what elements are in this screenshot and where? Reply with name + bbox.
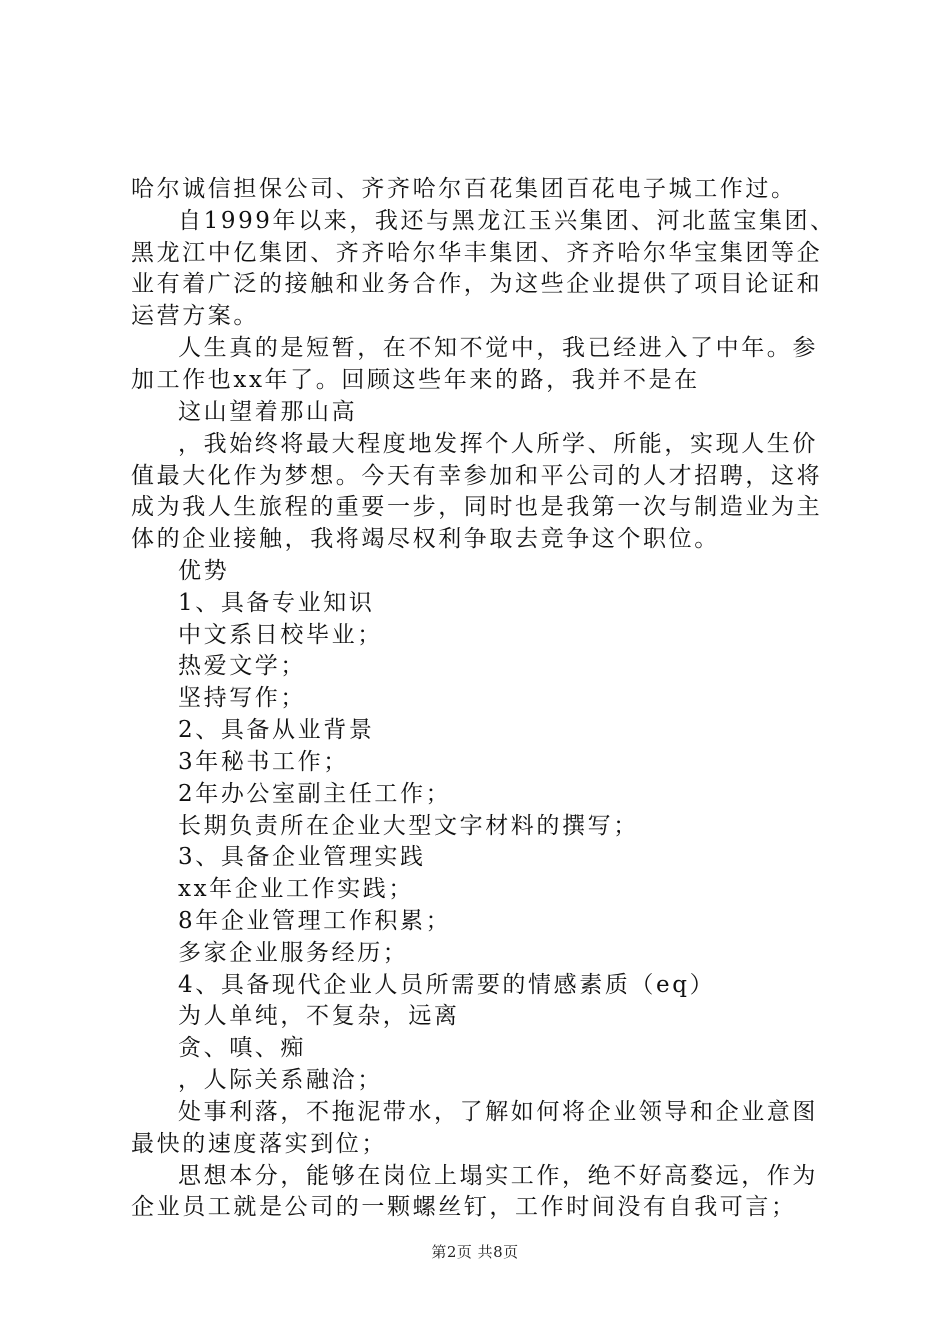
list-item: xx年企业工作实践；	[178, 876, 414, 902]
section-heading: 优势	[178, 558, 230, 584]
list-item: ，人际关系融洽；	[178, 1067, 383, 1093]
list-item: 中文系日校毕业；	[178, 622, 383, 648]
text-line: 自1999年以来，我还与黑龙江玉兴集团、河北蓝宝集团、	[178, 208, 836, 234]
list-heading: 1、具备专业知识	[178, 590, 375, 616]
text-line: 体的企业接触，我将竭尽权利争取去竞争这个职位。	[131, 526, 720, 552]
text-line: 运营方案。	[131, 303, 259, 329]
text-line: 值最大化作为梦想。今天有幸参加和平公司的人才招聘，这将	[131, 463, 823, 489]
list-heading: 2、具备从业背景	[178, 717, 375, 743]
list-item: 为人单纯，不复杂，远离	[178, 1003, 460, 1029]
text-line: ，我始终将最大程度地发挥个人所学、所能，实现人生价	[178, 431, 818, 457]
text-line: 加工作也xx年了。回顾这些年来的路，我并不是在	[131, 367, 700, 393]
list-item: 8年企业管理工作积累；	[178, 908, 452, 934]
text-line: 人生真的是短暂，在不知不觉中，我已经进入了中年。参	[178, 335, 818, 361]
list-heading: 3、具备企业管理实践	[178, 844, 426, 870]
list-item: 坚持写作；	[178, 685, 306, 711]
text-line: 最快的速度落实到位；	[131, 1131, 387, 1157]
list-item: 热爱文学；	[178, 653, 306, 679]
text-line: 思想本分，能够在岗位上塌实工作，绝不好高婺远，作为	[178, 1163, 818, 1189]
list-item: 3年秘书工作；	[178, 749, 349, 775]
list-item: 贪、嗔、痴	[178, 1035, 306, 1061]
list-item: 长期负责所在企业大型文字材料的撰写；	[178, 813, 639, 839]
text-line: 处事利落，不拖泥带水，了解如何将企业领导和企业意图	[178, 1099, 818, 1125]
list-item: 2年办公室副主任工作；	[178, 781, 452, 807]
text-line: 成为我人生旅程的重要一步，同时也是我第一次与制造业为主	[131, 494, 823, 520]
list-item: 多家企业服务经历；	[178, 940, 409, 966]
text-line: 黑龙江中亿集团、齐齐哈尔华丰集团、齐齐哈尔华宝集团等企	[131, 240, 823, 266]
text-line: 业有着广泛的接触和业务合作，为这些企业提供了项目论证和	[131, 271, 823, 297]
page-footer: 第2页 共8页	[431, 1243, 519, 1261]
text-line: 哈尔诚信担保公司、齐齐哈尔百花集团百花电子城工作过。	[131, 176, 797, 202]
text-line: 这山望着那山高	[178, 399, 358, 425]
text-line: 企业员工就是公司的一颗螺丝钉，工作时间没有自我可言；	[131, 1194, 797, 1220]
list-heading: 4、具备现代企业人员所需要的情感素质（eq）	[178, 972, 716, 998]
